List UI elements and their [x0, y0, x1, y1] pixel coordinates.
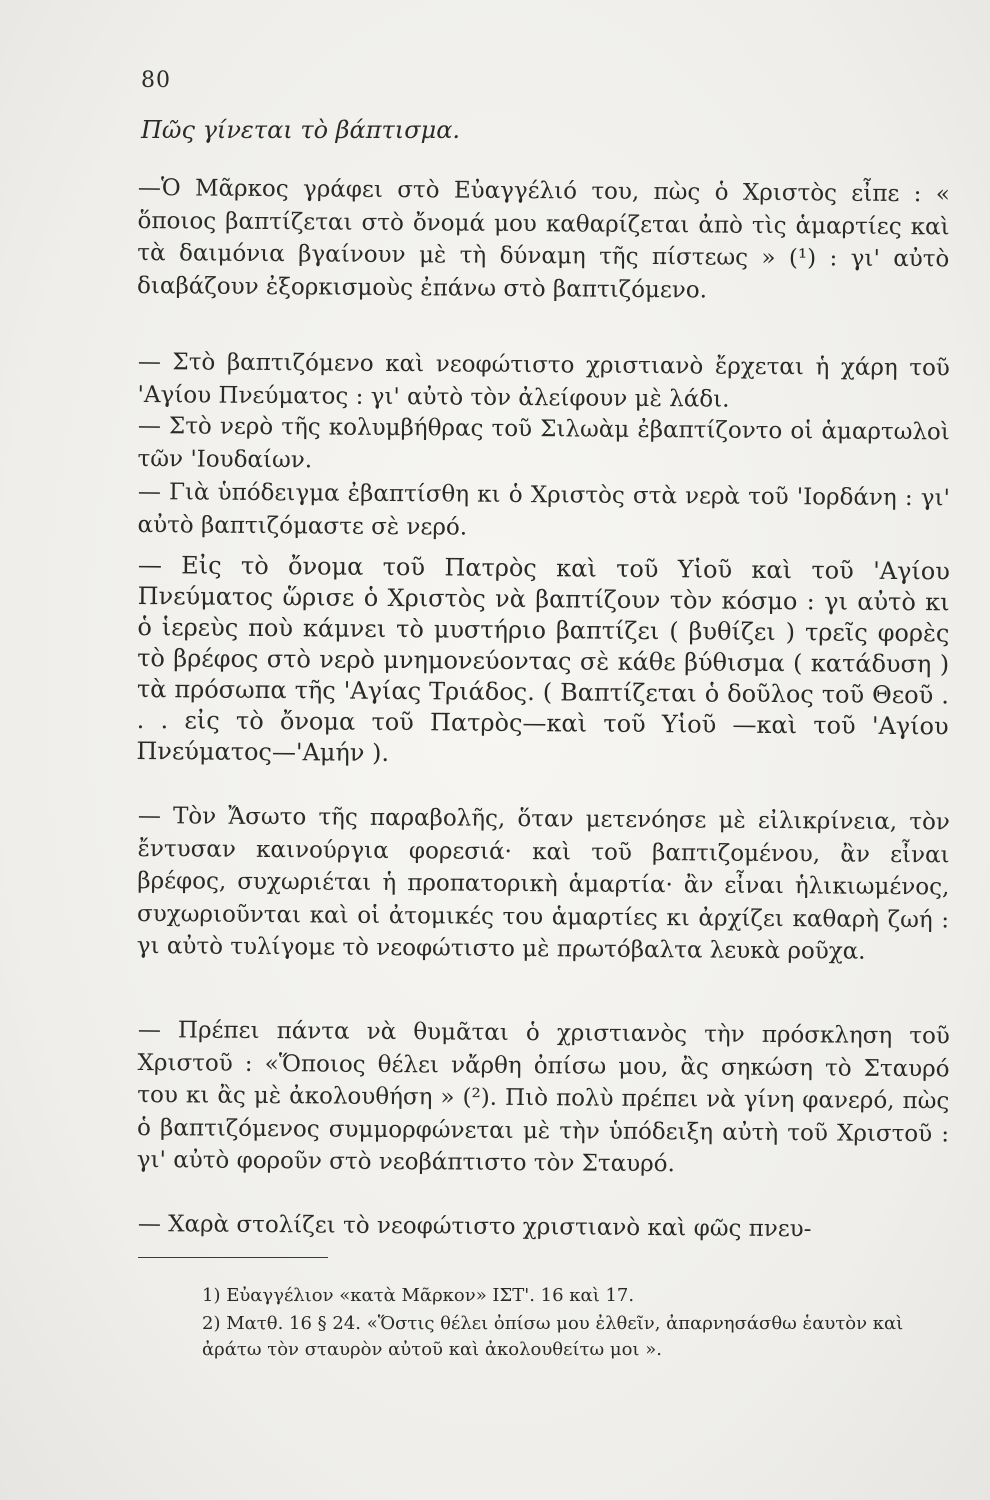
paragraph-joy: — Χαρὰ στολίζει τὸ νεοφώτιστο χριστιανὸ καὶ φῶς πνευ-: [137, 1210, 812, 1243]
footnote-1: 1) Εὐαγγέλιον «κατὰ Μᾶρκον» ΙΣΤ'. 16 καὶ 17.: [202, 1285, 635, 1306]
paragraph-holy-spirit: — Στὸ βαπτιζόμενο καὶ νεοφώτιστο χριστιανὸ ἔρχεται ἡ χάρη τοῦ 'Αγίου Πνεύματος : γι' αὐτὸ τὸν ἀλείφουν μὲ λάδι.: [137, 348, 950, 413]
footnote-2: 2) Ματθ. 16 § 24. «Ὅστις θέλει ὀπίσω μου ἐλθεῖν, ἀπαρνησάσθω ἑαυτὸν καὶ ἀράτω τὸν σταυρὸν αὐτοῦ καὶ ἀκολουθείτω μοι ».: [202, 1313, 904, 1360]
paragraph-prodigal-son: — Τὸν Ἄσωτο τῆς παραβολῆς, ὅταν μετενόησε μὲ εἰλικρίνεια, τὸν ἔντυσαν καινούργια φορεσιά· καὶ τοῦ βαπτιζομένου, ἂν εἶναι βρέφος, συχωριέται ἡ προπατορικὴ ἁμαρτία· ἂν εἶναι ἡλικιωμένος, συχωριοῦνται καὶ οἱ ἀτομικές του ἁμαρτίες κι ἀρχίζει καθαρὴ ζωή : γι αὐτὸ τυλίγομε τὸ νεοφώτιστο μὲ πρωτόβαλτα λευκὰ ροῦχα.: [136, 802, 950, 965]
paragraph-cross: — Πρέπει πάντα νὰ θυμᾶται ὁ χριστιανὸς τὴν πρόσκληση τοῦ Χριστοῦ : «Ὅποιος θέλει νἄρθη ὀπίσω μου, ἂς σηκώση τὸ Σταυρό του κι ἂς μὲ ἀκολουθήση » (²). Πιὸ πολὺ πρέπει νὰ γίνη φανερό, πὼς ὁ βαπτιζόμενος συμμορφώνεται μὲ τὴν ὑπόδειξη αὐτὴ τοῦ Χριστοῦ : γι' αὐτὸ φοροῦν στὸ νεοβάπτιστο τὸν Σταυρό.: [136, 1016, 950, 1178]
paragraph-jordan: — Γιὰ ὑπόδειγμα ἐβαπτίσθη κι ὁ Χριστὸς στὰ νερὰ τοῦ 'Ιορδάνη : γι' αὐτὸ βαπτιζόμαστε σὲ νερό.: [137, 478, 950, 541]
footnote-divider: [138, 1257, 328, 1258]
paragraph-trinity: — Εἰς τὸ ὄνομα τοῦ Πατρὸς καὶ τοῦ Υἱοῦ καὶ τοῦ 'Αγίου Πνεύματος ὥρισε ὁ Χριστὸς νὰ βαπτίζουν τὸν κόσμο : γι αὐτὸ κι ὁ ἱερεὺς ποὺ κάμνει τὸ μυστήριο βαπτίζει ( βυθίζει ) τρεῖς φορὲς τὸ βρέφος στὸ νερὸ μνημονεύοντας σὲ κάθε βύθισμα ( κατάδυση ) τὰ πρόσωπα τῆς 'Αγίας Τριάδος. ( Βαπτίζεται ὁ δοῦλος τοῦ Θεοῦ . . . εἰς τὸ ὄνομα τοῦ Πατρὸς—καὶ τοῦ Υἱοῦ —καὶ τοῦ 'Αγίου Πνεύματος—'Αμήν ).: [136, 550, 950, 767]
page-number: 80: [141, 68, 171, 93]
paragraph-baptism-mark: —Ὁ Μᾶρκος γράφει στὸ Εὐαγγέλιό του, πὼς ὁ Χριστὸς εἶπε : « ὅποιος βαπτίζεται στὸ ὄνομά μου καθαρίζεται ἀπὸ τὶς ἁμαρτίες καὶ τὰ δαιμόνια βγαίνουν μὲ τὴ δύναμη τῆς πίστεως » (¹) : γι' αὐτὸ διαβάζουν ἐξορκισμοὺς ἐπάνω στὸ βαπτιζόμενο.: [137, 174, 950, 303]
paragraph-siloam: — Στὸ νερὸ τῆς κολυμβήθρας τοῦ Σιλωὰμ ἐβαπτίζοντο οἱ ἁμαρτωλοὶ τῶν 'Ιουδαίων.: [137, 412, 950, 473]
section-heading: Πῶς γίνεται τὸ βάπτισμα.: [141, 116, 461, 144]
